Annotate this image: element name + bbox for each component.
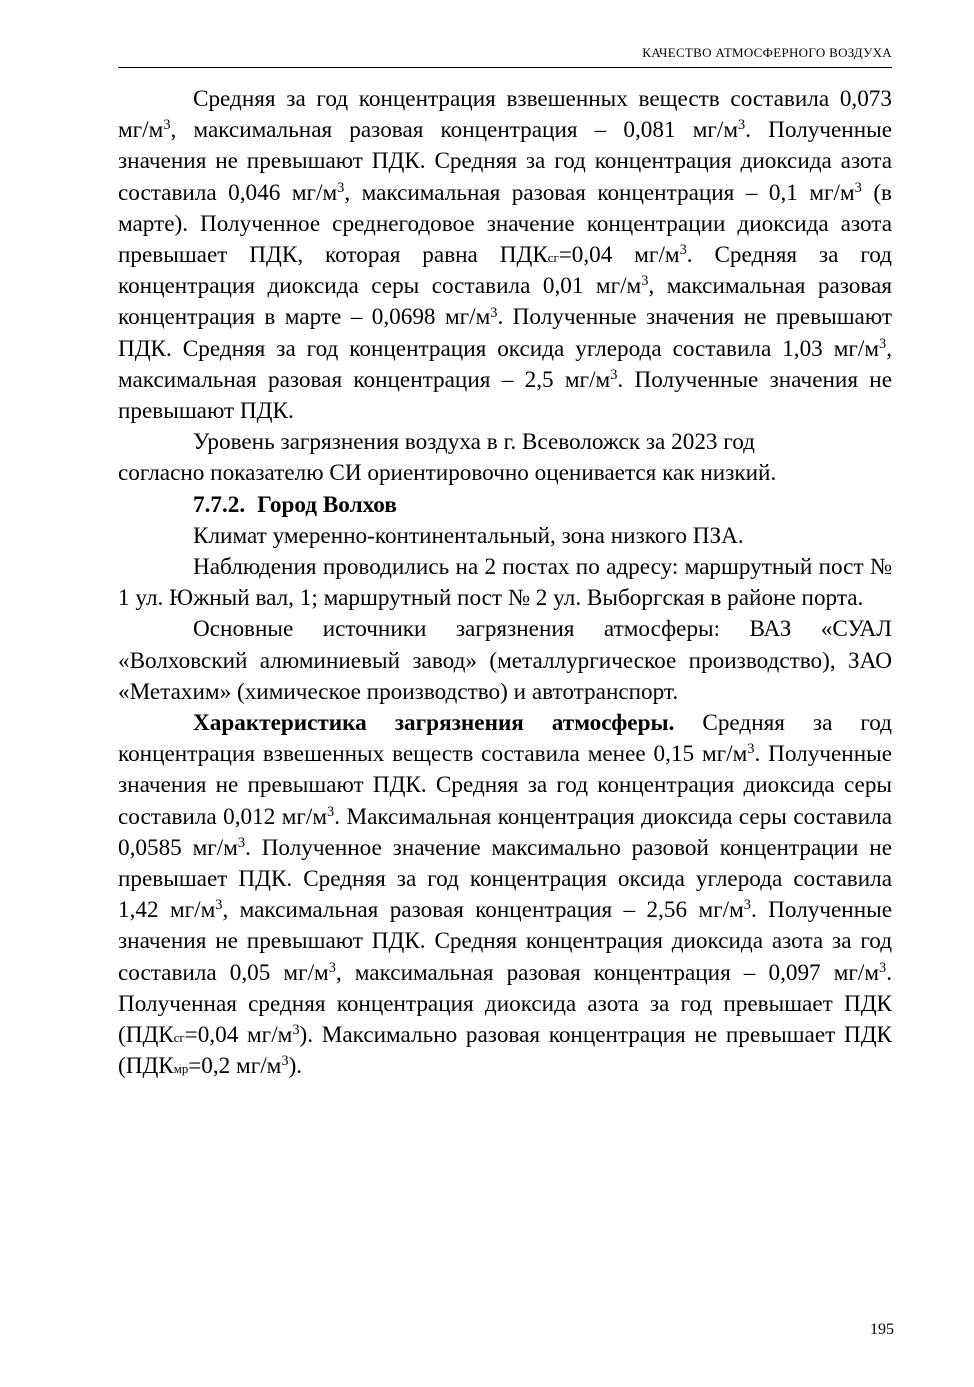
paragraph-climate: Климат умеренно-континентальный, зона низкого ПЗА. <box>193 522 744 549</box>
bold-lead-text: Характеристика загрязнения атмосферы. <box>193 710 675 737</box>
paragraph-pollution-sources: Основные источники загрязнения атмосферы: ВАЗ «СУАЛ «Волховский алюминиевый завод» (металлургическое производство), ЗАО «Метахим» (химическое производство) и автотранспорт. <box>118 616 892 705</box>
section-heading <box>118 490 892 521</box>
page-number: 195 <box>870 1321 894 1338</box>
header-divider <box>118 67 892 68</box>
section-title: Город Волхов <box>257 491 397 518</box>
page-body <box>118 84 892 1083</box>
paragraph-pollution-level: Уровень загрязнения воздуха в г. Всеволожск за 2023 год согласно показателю СИ ориентировочно оценивается как низкий. <box>118 429 777 487</box>
paragraph-vsevolozhsk-concentrations: Средняя за год концентрация взвешенных веществ составила 0,073 $мг/м^3$, максимальная разовая концентрация – 0,081 $мг/м^3$. Полученные значения не превышают ПДК. Средняя за год концентрация диоксида азота составила 0,046 $мг/м^3$, максимальная разовая концентрация – 0,1 $мг/м^3$ (в марте). Полученное среднегодовое значение концентрации диоксида азота превышает ПДК, которая равна ПДКсг=0,04 $мг/м^3$. Средняя за год концентрация диоксида серы составила 0,01 $мг/м^3$, максимальная разовая концентрация в марте – 0,0698 $мг/м^3$. Полученные значения не превышают ПДК. Средняя за год концентрация оксида углерода составила 1,03 $мг/м^3$, максимальная разовая концентрация – 2,5 $мг/м^3$. Полученные значения не превышают ПДК. <box>118 86 893 425</box>
running-header: КАЧЕСТВО АТМОСФЕРНОГО ВОЗДУХА <box>642 45 892 60</box>
paragraph-observation-posts: Наблюдения проводились на 2 постах по адресу: маршрутный пост № 1 ул. Южный вал, 1; маршрутный пост № 2 ул. Выборгская в районе порта. <box>118 554 892 612</box>
section-number: 7.7.2. <box>193 491 246 518</box>
paragraph-volkhov-characteristics: Характеристика загрязнения атмосферы. Средняя за год концентрация взвешенных веществ составила менее 0,15 $мг/м^3$. Полученные значения не превышают ПДК. Средняя за год концентрация диоксида серы составила 0,012 $мг/м^3$. Максимальная концентрация диоксида серы составила 0,0585 $мг/м^3$. Полученное значение максимально разовой концентрации не превышает ПДК. Средняя за год концентрация оксида углерода составила 1,42 $мг/м^3$, максимальная разовая концентрация – 2,56 $мг/м^3$. Полученные значения не превышают ПДК. Средняя концентрация диоксида азота за год составила 0,05 $мг/м^3$, максимальная разовая концентрация – 0,097 $мг/м^3$. Полученная средняя концентрация диоксида азота за год превышает ПДК (ПДКсг=0,04 $мг/м^3$). Максимально разовая концентрация не превышает ПДК (ПДКмр=0,2 $мг/м^3$). <box>118 710 893 1080</box>
